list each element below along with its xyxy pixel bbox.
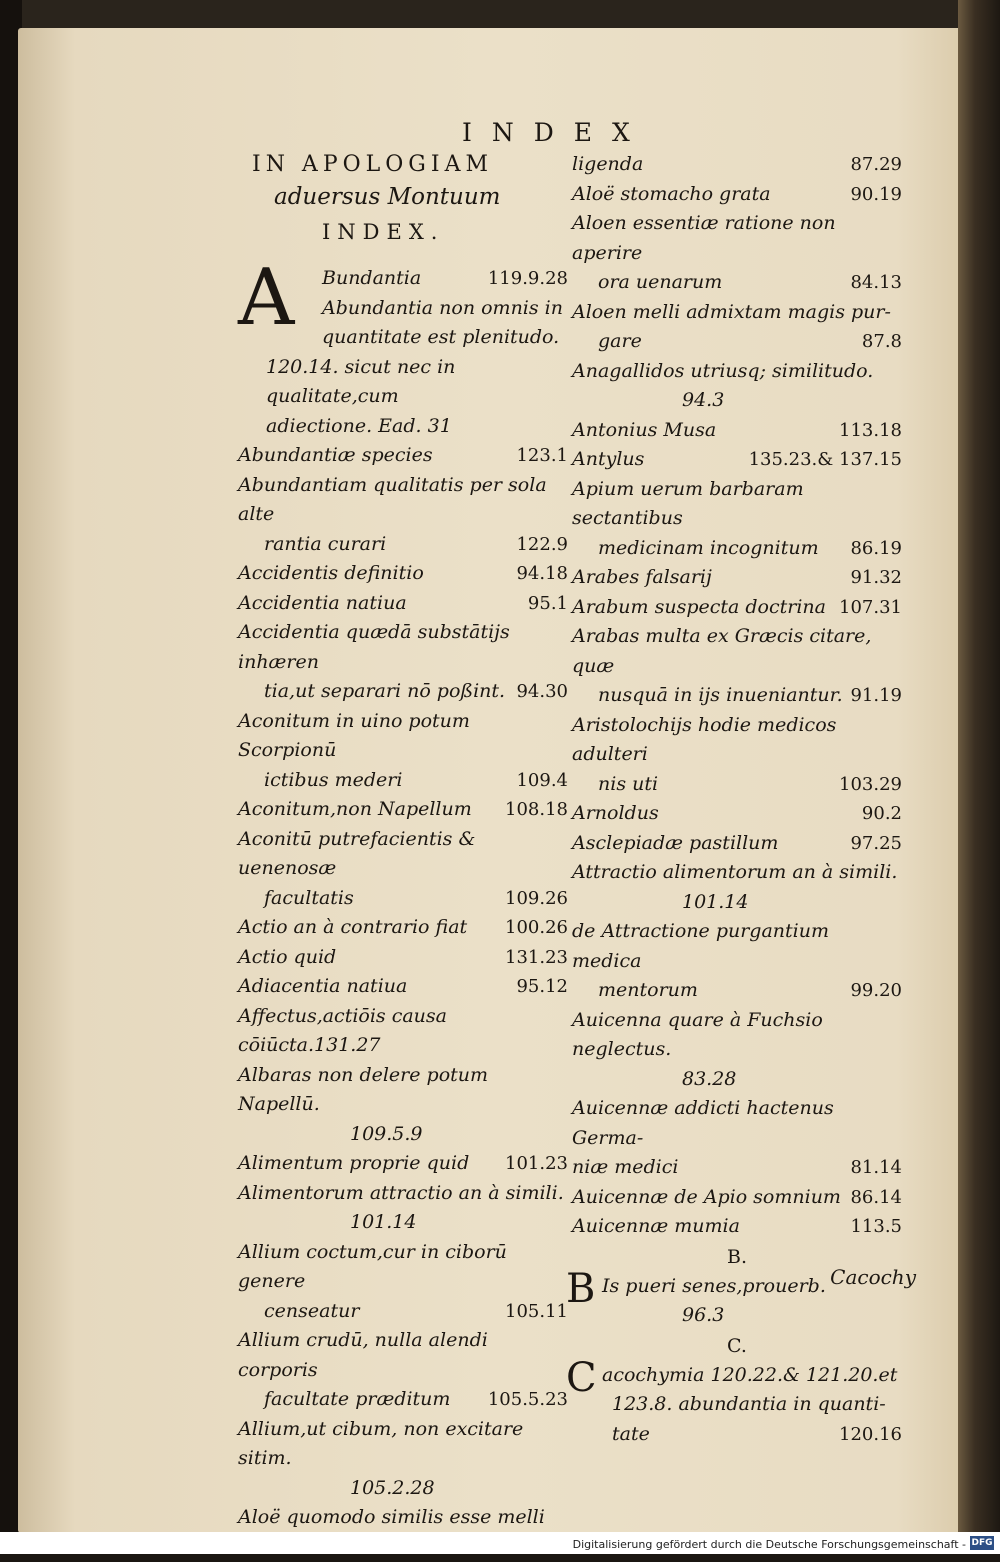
index-entry: [238, 1061, 568, 1120]
entry-text: Abundantia non omnis in: [322, 296, 563, 319]
entry-text: Accidentia quædā substātijs inhæren: [238, 621, 510, 673]
index-entry: [238, 323, 568, 353]
index-entry: [238, 913, 568, 943]
entry-page-reference: 100.26: [505, 917, 568, 938]
entry-text: tia,ut separari nō poßint.: [264, 680, 506, 702]
heading-line-3: INDEX.: [322, 220, 445, 244]
entry-text: Aloë quomodo similis esse melli: [238, 1506, 545, 1528]
entry-page-reference: 91.32: [850, 567, 902, 588]
entry-text: nis uti: [598, 772, 659, 795]
entry-page-reference: 103.29: [839, 773, 902, 795]
entry-text: Apium uerum barbaram sectantibus: [572, 477, 804, 529]
index-entry: [572, 976, 902, 1006]
index-entry: [572, 799, 902, 829]
entry-page-reference: 86.19: [850, 537, 902, 559]
entry-page-reference: 108.18: [505, 799, 568, 820]
entry-text: Alimentorum attractio an à simili.: [238, 1181, 564, 1204]
entry-page-reference: 105.11: [505, 1300, 568, 1322]
entry-text: Aloen essentiæ ratione non aperire: [572, 212, 836, 264]
index-entry: [572, 150, 902, 180]
entry-text: Adiacentia natiua: [238, 975, 408, 997]
entry-text: Asclepiadæ pastillum: [572, 831, 779, 854]
letter-section-heading: B.: [726, 1245, 747, 1268]
entry-page-reference: 109.26: [505, 887, 568, 909]
entry-text: gare: [598, 330, 642, 352]
index-entry: [238, 825, 568, 884]
entry-text: 123.8. abundantia in quanti-: [612, 1393, 886, 1415]
entry-text: de Attractione purgantium medica: [572, 920, 830, 972]
entry-text: Is pueri senes,prouerb.: [602, 1274, 826, 1297]
index-entry: [572, 1006, 902, 1065]
entry-text: Actio an à contrario fiat: [238, 916, 468, 938]
entry-page-reference: 95.1: [527, 592, 568, 614]
entry-text: Abundantiæ species: [238, 444, 433, 466]
index-entry: [238, 559, 568, 589]
index-entry: [572, 622, 902, 681]
entry-text: adiectione. Ead. 31: [266, 414, 452, 437]
entry-text: 109.5.9: [350, 1122, 423, 1145]
index-entry: [572, 563, 902, 593]
running-head: INDEX: [462, 118, 650, 147]
index-entry: [572, 1390, 902, 1420]
index-entry: [238, 1179, 568, 1209]
entry-text: nusquā in ijs inueniantur.: [598, 684, 843, 706]
entry-text: Accidentia natiua: [238, 591, 407, 614]
entry-page-reference: 113.18: [839, 419, 902, 441]
index-entry: [572, 416, 902, 446]
entry-text: Antonius Musa: [572, 418, 717, 441]
entry-text: 94.3: [682, 389, 725, 411]
index-entry: [572, 298, 902, 328]
entry-text: Aloë stomacho grata: [572, 182, 771, 205]
entry-page-reference: 107.31: [839, 596, 902, 618]
entry-page-reference: 120.16: [839, 1423, 902, 1445]
entry-text: niæ medici: [572, 1156, 679, 1178]
index-entry: [238, 795, 568, 825]
entry-text: Arabas multa ex Græcis citare, quæ: [572, 625, 872, 677]
index-entry: [238, 1208, 568, 1238]
entry-page-reference: 105.5.23: [487, 1389, 568, 1410]
entry-page-reference: 86.14: [850, 1186, 902, 1208]
book-spine: [958, 0, 1000, 1554]
entry-text: Auicennæ de Apio somnium: [572, 1185, 841, 1208]
entry-text: mentorum: [598, 979, 698, 1001]
index-entry: [238, 412, 568, 442]
index-entry: [238, 972, 568, 1002]
entry-page-reference: 87.29: [850, 154, 902, 175]
index-entry: [572, 858, 902, 888]
index-entry: [572, 180, 902, 210]
index-entry: [566, 1354, 902, 1401]
entry-text: Arabum suspecta doctrina: [572, 595, 826, 618]
entry-page-reference: 81.14: [850, 1157, 902, 1178]
index-entry: [238, 530, 568, 560]
entry-text: 120.14. sicut nec in qualitate,cum: [266, 355, 456, 407]
entry-text: Bundantia: [322, 267, 422, 289]
entry-text: Aconitū putrefacientis & uenenosæ: [238, 827, 476, 879]
entry-text: Abundantiam qualitatis per sola alte: [238, 473, 547, 525]
section-initial: B: [566, 1265, 596, 1312]
index-entry: [238, 884, 568, 914]
index-entry: [572, 268, 902, 298]
entry-text: Arabes falsarij: [572, 566, 712, 588]
entry-text: Anagallidos utriusq; similitudo.: [572, 359, 874, 382]
index-entry: [572, 593, 902, 623]
entry-page-reference: 94.30: [516, 681, 568, 702]
index-entry: [238, 353, 568, 412]
entry-text: 101.14: [682, 890, 749, 913]
entry-text: Antylus: [572, 448, 645, 470]
index-entry: [238, 677, 568, 707]
entry-page-reference: 87.8: [861, 331, 902, 352]
index-entry: [572, 386, 902, 416]
entry-text: Auicenna quare à Fuchsio neglectus.: [572, 1008, 823, 1060]
index-entry: [238, 294, 568, 324]
entry-text: censeatur: [264, 1299, 360, 1322]
entry-page-reference: 109.4: [516, 769, 568, 791]
entry-text: Affectus,actiōis causa cōiūcta.131.27: [238, 1004, 447, 1056]
entry-page-reference: 94.18: [516, 563, 568, 584]
entry-text: Accidentis definitio: [238, 562, 424, 584]
entry-text: ora uenarum: [598, 271, 723, 293]
entry-text: Arnoldus: [572, 802, 659, 824]
entry-page-reference: 123.1: [516, 445, 568, 466]
index-entry: [572, 534, 902, 564]
index-entry: [572, 327, 902, 357]
entry-text: ligenda: [572, 153, 644, 175]
entry-text: Alimentum proprie quid: [238, 1152, 470, 1174]
entry-page-reference: 97.25: [850, 832, 902, 854]
index-entry: [572, 357, 902, 387]
index-entry: [572, 917, 902, 976]
entry-text: Albaras non delere potum Napellū.: [238, 1063, 489, 1115]
index-entry: [572, 888, 902, 918]
index-entry: [238, 618, 568, 677]
index-entry: [238, 1385, 568, 1415]
index-entry: [238, 1149, 568, 1179]
section-initial: C: [566, 1354, 597, 1401]
entry-text: Aristolochijs hodie medicos adulteri: [572, 713, 837, 765]
index-entry: [238, 1297, 568, 1327]
index-entry: [572, 1094, 902, 1153]
index-entry: [238, 707, 568, 766]
entry-text: ictibus mederi: [264, 768, 403, 791]
entry-text: 83.28: [682, 1067, 737, 1090]
entry-text: Allium crudū, nulla alendi corporis: [238, 1329, 488, 1381]
index-entry: [572, 445, 902, 475]
entry-text: Aconitum,non Napellum: [238, 798, 472, 820]
entry-page-reference: 122.9: [516, 533, 568, 555]
index-entry: [238, 766, 568, 796]
footer-bar: [0, 1532, 1000, 1554]
entry-text: 105.2.28: [350, 1476, 435, 1499]
index-entry: [238, 1415, 568, 1474]
catchword: Cacochy: [830, 1265, 916, 1289]
entry-page-reference: 131.23: [505, 946, 568, 968]
index-entry: [238, 441, 568, 471]
entry-text: tate: [612, 1422, 650, 1445]
entry-text: Actio quid: [238, 945, 337, 968]
drop-cap: A: [238, 253, 295, 343]
entry-text: medicinam incognitum: [598, 536, 819, 559]
entry-text: acochymia 120.22.& 121.20.et: [602, 1363, 898, 1386]
right-entries: [566, 150, 902, 1449]
index-entry: [238, 1474, 568, 1504]
index-entry: [572, 1301, 902, 1331]
entry-text: 96.3: [682, 1304, 725, 1326]
left-entries: [238, 253, 568, 1562]
entry-text: Attractio alimentorum an à simili.: [572, 861, 898, 883]
index-entry: [238, 1238, 568, 1297]
entry-page-reference: 84.13: [850, 272, 902, 293]
index-entry: [572, 209, 902, 268]
entry-page-reference: 90.19: [850, 183, 902, 205]
entry-page-reference: 135.23.& 137.15: [748, 449, 902, 470]
entry-page-reference: 113.5: [850, 1216, 902, 1237]
entry-text: 101.14: [350, 1211, 417, 1233]
index-entry: [572, 770, 902, 800]
entry-text: facultatis: [264, 886, 354, 909]
entry-text: Auicennæ mumia: [572, 1215, 740, 1237]
index-entry: [572, 475, 902, 534]
index-entry: [238, 1120, 568, 1150]
index-entry: [238, 589, 568, 619]
left-column: [238, 150, 568, 1562]
footer-text: Digitalisierung gefördert durch die Deutsche Forschungsgemeinschaft -: [572, 1538, 966, 1551]
index-entry: [238, 471, 568, 530]
index-entry: [572, 1065, 902, 1095]
entry-text: Aloen melli admixtam magis pur-: [572, 300, 891, 323]
entry-page-reference: 95.12: [516, 976, 568, 997]
entry-page-reference: 101.23: [505, 1153, 568, 1174]
entry-page-reference: 91.19: [850, 685, 902, 706]
heading-line-1: IN APOLOGIAM: [252, 152, 493, 177]
index-entry: [238, 943, 568, 973]
index-entry: [238, 1002, 568, 1061]
dfg-logo: DFG: [971, 1538, 993, 1548]
entry-text: Allium,ut cibum, non excitare sitim.: [238, 1417, 524, 1469]
entry-text: rantia curari: [264, 532, 387, 555]
entry-text: quantitate est plenitudo.: [322, 326, 560, 348]
entry-page-reference: 99.20: [850, 980, 902, 1001]
index-entry: [572, 681, 902, 711]
entry-text: Auicennæ addicti hactenus Germa-: [572, 1097, 834, 1149]
index-entry: [238, 1326, 568, 1385]
entry-text: Allium coctum,cur in ciborū genere: [238, 1240, 507, 1292]
letter-section-heading: C.: [727, 1334, 747, 1357]
entry-text: facultate præditum: [264, 1388, 451, 1410]
index-entry: [572, 1153, 902, 1183]
entry-page-reference: 119.9.28: [487, 268, 568, 289]
index-entry: [572, 1212, 902, 1242]
entry-text: Aconitum in uino potum Scorpionū: [238, 709, 470, 761]
heading-line-2: aduersus Montuum: [274, 184, 501, 210]
index-entry: [572, 829, 902, 859]
entry-page-reference: 90.2: [861, 803, 902, 824]
index-entry: [572, 711, 902, 770]
index-entry: [572, 1420, 902, 1450]
index-entry: [572, 1183, 902, 1213]
right-column: [566, 150, 902, 1449]
